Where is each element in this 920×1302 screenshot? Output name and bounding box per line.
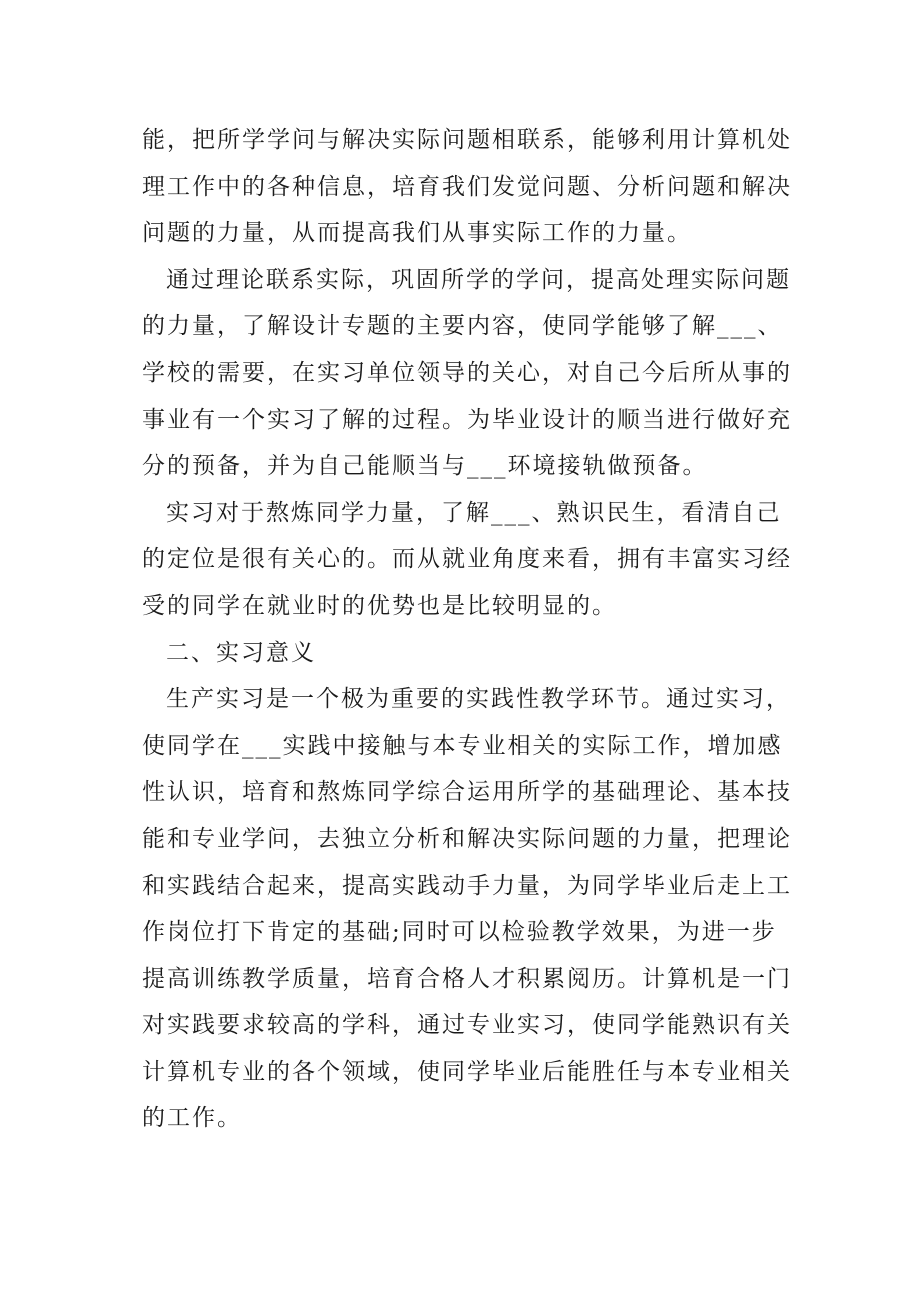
text-line: 的工作。 xyxy=(142,1105,242,1132)
text-line: 通过理论联系实际，巩固所学的学问，提高处理实际问题 xyxy=(166,266,791,293)
text-line: 提高训练教学质量，培育合格人才积累阅历。计算机是一门 xyxy=(142,965,792,992)
text-line: 生产实习是一个极为重要的实践性教学环节。通过实习， xyxy=(166,686,791,713)
text-line: 能，把所学学问与解决实际问题相联系，能够利用计算机处 xyxy=(142,127,792,153)
text-line: 二、实习意义 xyxy=(166,639,316,666)
text-line: 能和专业学问，去独立分析和解决实际问题的力量，把理论 xyxy=(142,825,792,852)
text-line: 作岗位打下肯定的基础;同时可以检验教学效果，为进一步 xyxy=(142,919,777,946)
text-line: 和实践结合起来，提高实践动手力量，为同学毕业后走上工 xyxy=(142,872,792,899)
text-line: 对实践要求较高的学科，通过专业实习，使同学能熟识有关 xyxy=(142,1012,792,1039)
text-line: 计算机专业的各个领域，使同学毕业后能胜任与本专业相关 xyxy=(142,1058,792,1085)
body-text xyxy=(142,117,792,1142)
text-line: 受的同学在就业时的优势也是比较明显的。 xyxy=(142,592,617,619)
text-line: 分的预备，并为自己能顺当与___环境接轨做预备。 xyxy=(142,453,708,480)
text-line: 实习对于熬炼同学力量，了解___、熟识民生，看清自己 xyxy=(166,499,782,526)
text-line: 理工作中的各种信息，培育我们发觉问题、分析问题和解决 xyxy=(142,173,792,200)
text-line: 事业有一个实习了解的过程。为毕业设计的顺当进行做好充 xyxy=(142,406,792,433)
text-line: 性认识，培育和熬炼同学综合运用所学的基础理论、基本技 xyxy=(142,779,792,806)
text-line: 学校的需要，在实习单位领导的关心，对自己今后所从事的 xyxy=(142,359,792,386)
text-line: 的定位是很有关心的。而从就业角度来看，拥有丰富实习经 xyxy=(142,546,792,573)
text-line: 问题的力量，从而提高我们从事实际工作的力量。 xyxy=(142,220,692,247)
text-line: 使同学在___实践中接触与本专业相关的实际工作，增加感 xyxy=(142,732,783,759)
text-line: 的力量，了解设计专题的主要内容，使同学能够了解___、 xyxy=(142,313,783,340)
